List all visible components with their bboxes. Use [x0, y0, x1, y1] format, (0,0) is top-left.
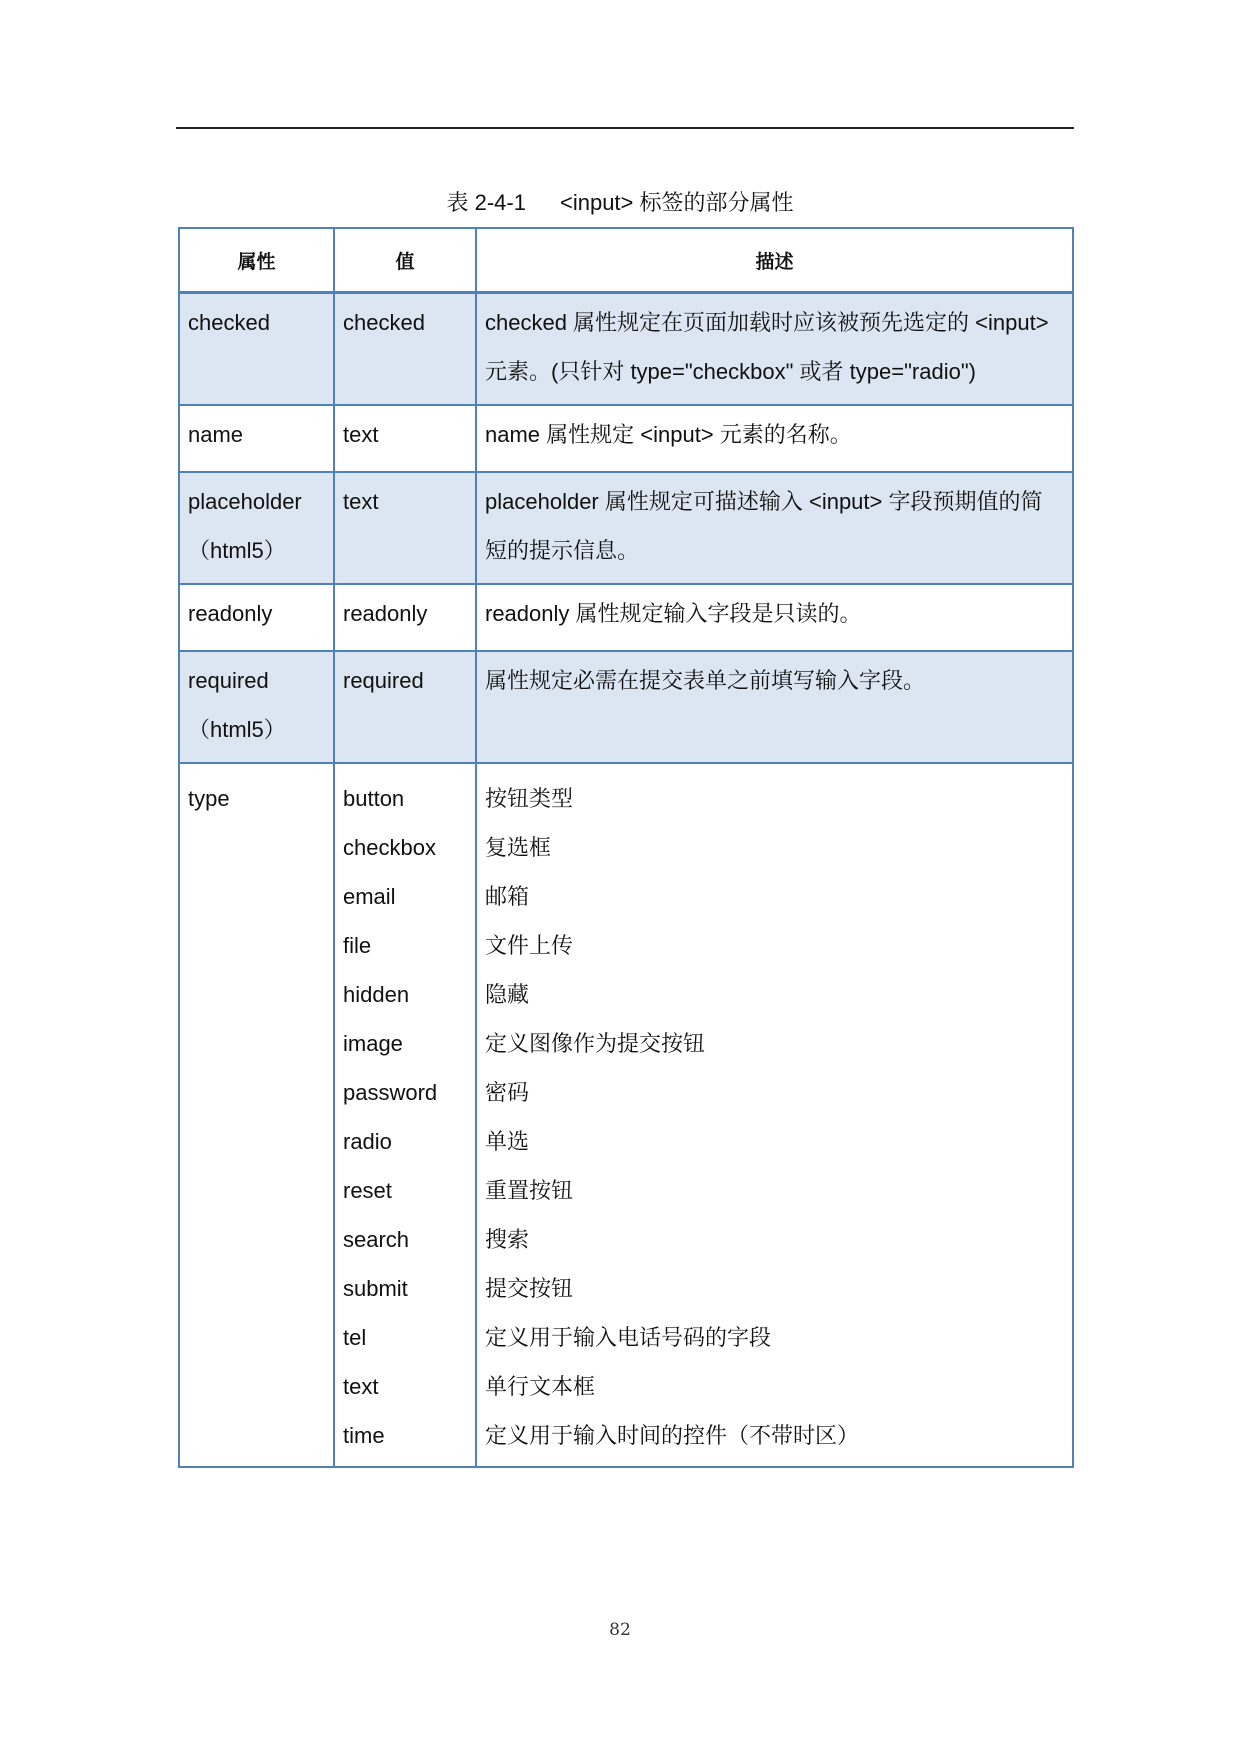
- type-desc: 按钮类型: [485, 786, 574, 811]
- table-row-placeholder: [179, 472, 1073, 584]
- type-value: time: [343, 1423, 385, 1448]
- desc-line: 元素。(只针对 type="checkbox" 或者 type="radio"): [485, 359, 976, 384]
- table-row-type: [179, 763, 1073, 1467]
- type-value: image: [343, 1031, 403, 1056]
- table-caption: [0, 187, 1240, 219]
- attr-label: required: [188, 668, 269, 693]
- attr-cell: [179, 472, 334, 584]
- desc-cell: [476, 472, 1073, 584]
- type-value: reset: [343, 1178, 392, 1203]
- desc-cell: [476, 763, 1073, 1467]
- type-desc: 文件上传: [485, 933, 574, 958]
- type-desc: 定义用于输入时间的控件（不带时区）: [485, 1423, 860, 1448]
- type-value: checkbox: [343, 835, 436, 860]
- value-cell: required: [334, 651, 476, 763]
- desc-line: 短的提示信息。: [485, 538, 640, 563]
- type-value-list: [343, 764, 467, 1466]
- table-title: <input> 标签的部分属性: [559, 190, 794, 215]
- type-value: button: [343, 786, 405, 811]
- table-row-checked: [179, 293, 1073, 406]
- attr-label: placeholder: [188, 489, 302, 514]
- desc-line: checked 属性规定在页面加载时应该被预先选定的 <input>: [485, 310, 1049, 335]
- attr-note: （html5）: [188, 717, 286, 742]
- table-row-readonly: [179, 584, 1073, 651]
- attr-cell: name: [179, 405, 334, 472]
- type-desc-list: [485, 764, 1064, 1466]
- type-desc: 单行文本框: [485, 1374, 596, 1399]
- header-attribute: 属性: [179, 228, 334, 293]
- value-cell: [334, 763, 476, 1467]
- type-desc: 密码: [485, 1080, 530, 1105]
- input-attributes-table: [178, 227, 1074, 1468]
- type-value: email: [343, 884, 396, 909]
- desc-cell: readonly 属性规定输入字段是只读的。: [476, 584, 1073, 651]
- type-desc: 提交按钮: [485, 1276, 574, 1301]
- attr-note: （html5）: [188, 538, 286, 563]
- table-row-required: [179, 651, 1073, 763]
- value-cell: readonly: [334, 584, 476, 651]
- type-value: radio: [343, 1129, 392, 1154]
- header-rule: [176, 127, 1074, 129]
- type-desc: 隐藏: [485, 982, 530, 1007]
- desc-cell: [476, 293, 1073, 406]
- type-value: tel: [343, 1325, 367, 1350]
- type-value: password: [343, 1080, 438, 1105]
- type-desc: 邮箱: [485, 884, 530, 909]
- desc-cell: name 属性规定 <input> 元素的名称。: [476, 405, 1073, 472]
- value-cell: text: [334, 405, 476, 472]
- type-value: search: [343, 1227, 410, 1252]
- attr-cell: type: [179, 763, 334, 1467]
- header-description: 描述: [476, 228, 1073, 293]
- type-desc: 单选: [485, 1129, 530, 1154]
- desc-cell: 属性规定必需在提交表单之前填写输入字段。: [476, 651, 1073, 763]
- type-value: text: [343, 1374, 379, 1399]
- value-cell: text: [334, 472, 476, 584]
- type-value: submit: [343, 1276, 408, 1301]
- type-desc: 复选框: [485, 835, 552, 860]
- table-number: 表 2-4-1: [446, 190, 526, 215]
- type-value: hidden: [343, 982, 410, 1007]
- table-row-name: [179, 405, 1073, 472]
- type-desc: 定义用于输入电话号码的字段: [485, 1325, 772, 1350]
- attr-cell: [179, 651, 334, 763]
- type-value: file: [343, 933, 372, 958]
- type-desc: 搜索: [485, 1227, 530, 1252]
- table-header-row: [179, 228, 1073, 293]
- desc-line: placeholder 属性规定可描述输入 <input> 字段预期值的简: [485, 489, 1043, 514]
- value-cell: checked: [334, 293, 476, 406]
- page-number: 82: [609, 1620, 631, 1640]
- header-value: 值: [334, 228, 476, 293]
- type-desc: 定义图像作为提交按钮: [485, 1031, 706, 1056]
- type-desc: 重置按钮: [485, 1178, 574, 1203]
- attr-cell: readonly: [179, 584, 334, 651]
- attr-cell: checked: [179, 293, 334, 406]
